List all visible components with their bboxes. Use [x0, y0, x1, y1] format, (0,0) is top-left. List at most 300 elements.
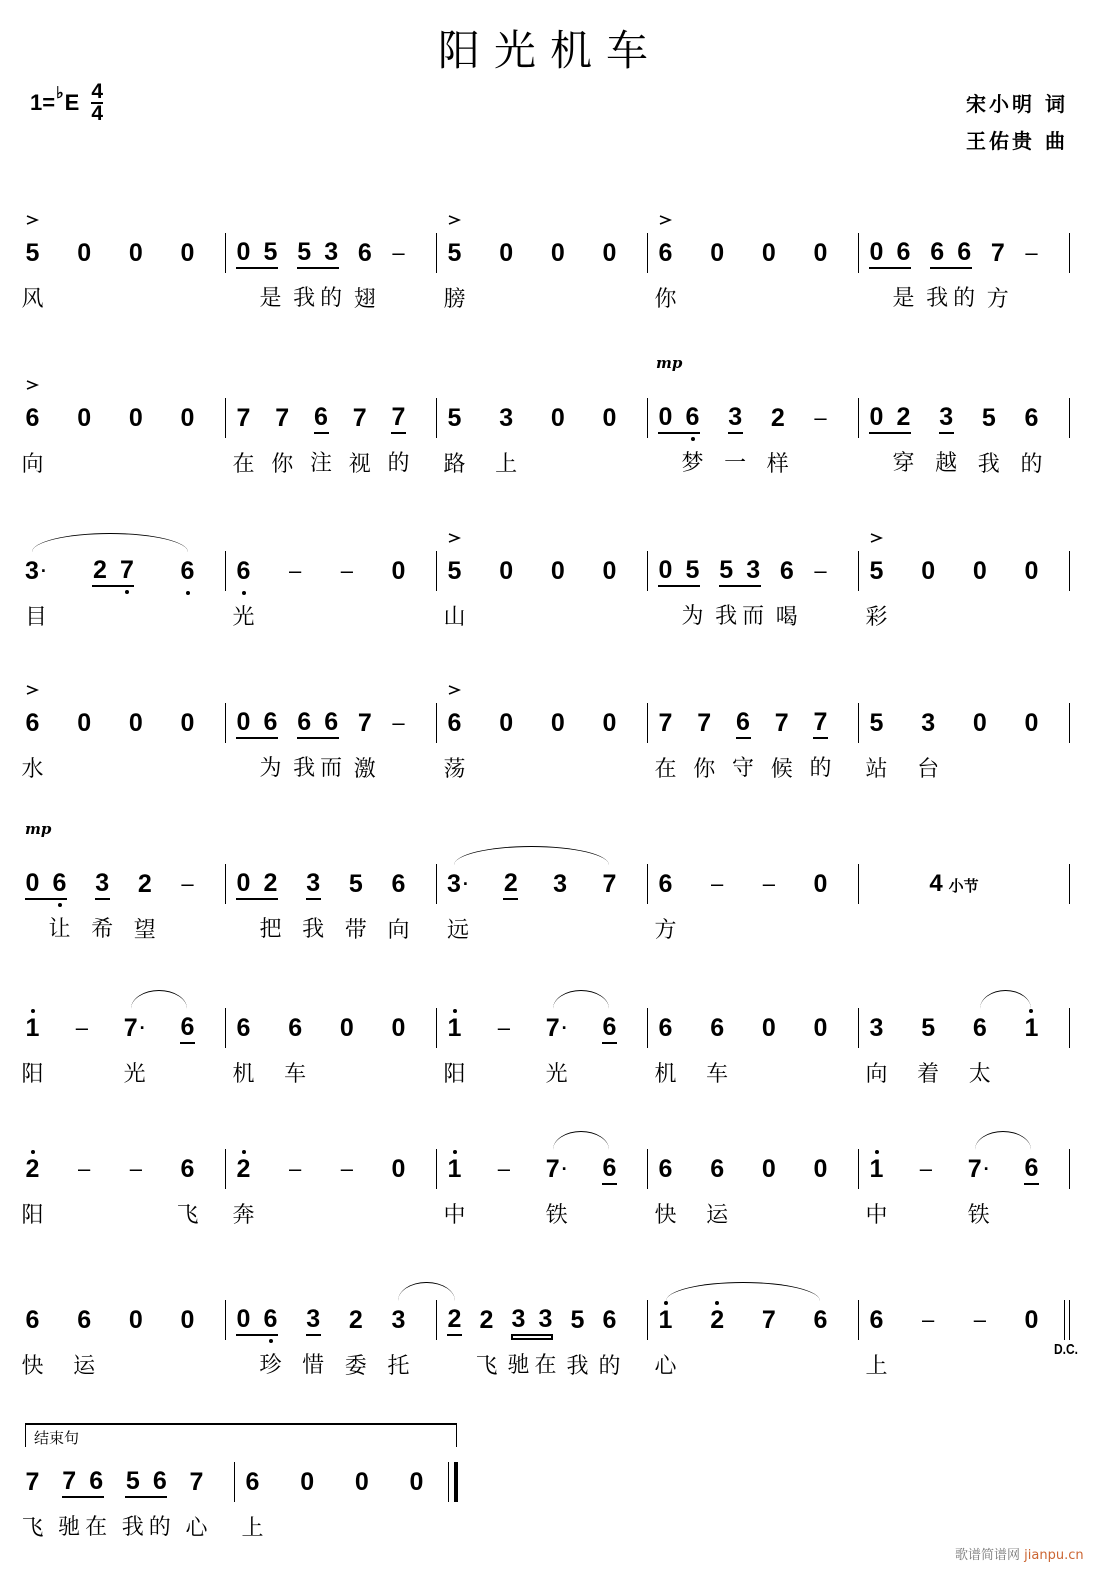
beam-group [302, 1304, 325, 1378]
note-digit: 2 [896, 402, 911, 431]
note-digit: 6 [1024, 1153, 1039, 1182]
note-digit: 6 [25, 708, 40, 737]
note-digit: 0 [602, 708, 617, 737]
beam-group [926, 237, 976, 311]
note [1024, 1013, 1039, 1043]
lyric: 穿 [892, 451, 915, 476]
measure [24, 551, 226, 630]
measure [648, 551, 859, 630]
beam-group [715, 555, 765, 629]
slur-arc [131, 990, 188, 1009]
accent-icon [447, 522, 461, 534]
note-digit: 7 [990, 238, 1005, 267]
note-digit: 0 [550, 238, 565, 267]
lyric: 托 [387, 1354, 410, 1379]
note-digit: 0 [77, 708, 92, 737]
high-octave-dot-icon [453, 1009, 457, 1013]
sustain-dash [391, 238, 406, 268]
note [302, 1304, 325, 1378]
note [499, 556, 514, 586]
note [443, 1013, 466, 1087]
note-digit: 0 [813, 869, 828, 898]
note-digit: 7 [545, 1154, 560, 1183]
low-octave-dot-icon [269, 1339, 273, 1343]
low-octave-dot-icon [186, 591, 190, 595]
note [320, 237, 343, 311]
note-digit: 0 [869, 402, 884, 431]
measure [437, 703, 648, 782]
note-digit: 0 [972, 556, 987, 585]
accent-icon [447, 204, 461, 216]
note [869, 402, 884, 432]
high-octave-dot-icon [242, 1150, 246, 1154]
lyric: 机 [232, 1062, 255, 1087]
note [503, 868, 518, 898]
note [766, 403, 789, 477]
note-digit: 0 [499, 556, 514, 585]
note [176, 1154, 199, 1228]
note [545, 1013, 568, 1087]
measure [21, 703, 226, 782]
measure [437, 1008, 648, 1087]
augmentation-dot: · [561, 1017, 568, 1038]
note-digit: 6 [896, 237, 911, 266]
note-digit: 2 [447, 1304, 462, 1333]
note-digit: 6 [658, 869, 673, 898]
note [354, 1467, 369, 1497]
measure [226, 398, 437, 477]
sustain-dash [391, 708, 406, 738]
low-octave-dot-icon [691, 437, 695, 441]
note [499, 238, 514, 268]
measure [235, 1462, 458, 1541]
beam-group [236, 707, 282, 781]
note [809, 707, 832, 781]
lyric: 膀 [443, 287, 466, 312]
note [21, 708, 44, 782]
note [77, 403, 92, 433]
staff-row [21, 703, 1070, 782]
high-octave-dot-icon [715, 1301, 719, 1305]
note-digit: 0 [77, 403, 92, 432]
lyric: 在 [232, 452, 255, 477]
sustain-dash [972, 1305, 987, 1335]
note [92, 555, 107, 585]
note [25, 868, 40, 898]
note [293, 237, 316, 311]
note-digit: 0 [602, 403, 617, 432]
note-digit: 0 [602, 556, 617, 585]
note [926, 237, 949, 311]
note-digit: 6 [779, 556, 794, 585]
lyric: 我 [566, 1354, 589, 1379]
measure [859, 1149, 1070, 1228]
note [602, 556, 617, 586]
note [813, 1013, 828, 1043]
sustain-dash [1024, 238, 1039, 268]
lyric: 阳 [21, 1062, 44, 1087]
lyric: 珍 [259, 1353, 282, 1378]
note [507, 1304, 530, 1378]
augmentation-dot: · [462, 873, 469, 894]
note-digit: 0 [550, 556, 565, 585]
sustain-dash [74, 1013, 89, 1043]
note [447, 1304, 462, 1334]
measure [859, 551, 1070, 630]
note-digit: 7 [813, 707, 828, 736]
dash-glyph: – [497, 1156, 510, 1181]
measure [437, 398, 648, 477]
note-digit: 6 [813, 1305, 828, 1334]
note-digit: 2 [348, 1305, 363, 1334]
note-digit: 6 [972, 1013, 987, 1042]
lyric: 方 [986, 287, 1009, 312]
note-digit: 5 [263, 237, 278, 266]
key-prefix: 1= [30, 90, 56, 115]
lyric: 光 [123, 1062, 146, 1087]
note-digit: 3 [324, 237, 339, 266]
note [550, 708, 565, 738]
lyric: 铁 [545, 1203, 568, 1228]
note-digit: 6 [357, 238, 372, 267]
note [654, 708, 677, 782]
dash-glyph: – [75, 1015, 88, 1040]
song-title: 阳光机车 [437, 26, 662, 75]
note [320, 707, 343, 781]
note-digit: 0 [813, 238, 828, 267]
lyricist-credit: 宋小明 词 [966, 92, 1068, 116]
note-digit: 0 [1024, 708, 1039, 737]
note-digit: 5 [685, 555, 700, 584]
dash-glyph: – [814, 405, 827, 430]
note [892, 402, 915, 476]
sustain-dash [339, 1154, 354, 1184]
note-digit: 7 [123, 1013, 138, 1042]
note [232, 1013, 255, 1087]
note-digit: 0 [180, 403, 195, 432]
note [602, 238, 617, 268]
lyric: 上 [495, 452, 518, 477]
dash-glyph: – [392, 240, 405, 265]
dash-glyph: – [1025, 240, 1038, 265]
note-digit: 0 [921, 556, 936, 585]
note [654, 1154, 677, 1228]
beam-group [503, 868, 518, 900]
high-octave-dot-icon [453, 1150, 457, 1154]
note-digit: 1 [658, 1305, 673, 1334]
lyric: 我 [302, 917, 325, 942]
note [180, 238, 195, 268]
dash-glyph: – [497, 1015, 510, 1040]
note-digit: 0 [761, 238, 776, 267]
lyric: 激 [353, 757, 376, 782]
note-digit: 7 [761, 1305, 776, 1334]
note [654, 238, 677, 312]
lyric: 着 [917, 1062, 940, 1087]
note [180, 403, 195, 433]
note [293, 707, 316, 781]
lyric: 惜 [302, 1353, 325, 1378]
measure [21, 1300, 226, 1379]
accent-icon [658, 204, 672, 216]
key-signature [30, 82, 103, 124]
note [598, 1305, 621, 1379]
note [917, 708, 940, 782]
beam-group [121, 1466, 171, 1540]
lyric: 的 [953, 286, 976, 311]
sustain-dash [813, 556, 828, 586]
note [1024, 708, 1039, 738]
note [443, 403, 466, 477]
note [658, 555, 673, 585]
note-digit: 0 [128, 1305, 143, 1334]
note [259, 237, 282, 311]
staff-row [21, 233, 1070, 312]
note-digit: 1 [1024, 1013, 1039, 1042]
lyric: 中 [865, 1203, 888, 1228]
note-digit: 3 [939, 402, 954, 431]
lyric: 向 [21, 452, 44, 477]
note [499, 708, 514, 738]
note-digit: 6 [288, 1013, 303, 1042]
note-digit: 5 [570, 1305, 585, 1334]
rest-bars-count: 4 [929, 870, 943, 897]
beam-group [658, 402, 704, 476]
note [654, 869, 677, 943]
lyric: 在 [534, 1353, 557, 1378]
note [123, 1013, 146, 1087]
composer-credit: 王佑贵 曲 [966, 129, 1068, 153]
beam-group [293, 707, 343, 781]
note-digit: 0 [813, 1154, 828, 1183]
note-digit: 0 [236, 1304, 251, 1333]
note [968, 1013, 991, 1087]
note [73, 1305, 96, 1379]
lyric: 运 [73, 1354, 96, 1379]
note-digit: 6 [710, 1154, 725, 1183]
note [654, 1013, 677, 1087]
note-digit: 3 [538, 1304, 553, 1333]
beam-group [731, 707, 755, 781]
measure [437, 1300, 648, 1379]
note [391, 1013, 406, 1043]
lyric: 彩 [865, 605, 888, 630]
accent-icon [25, 369, 39, 381]
note-digit: 5 [125, 1466, 140, 1495]
lyric: 我 [977, 452, 1000, 477]
lyric: 目 [24, 605, 47, 630]
lyric: 在 [654, 757, 677, 782]
note-digit: 0 [77, 238, 92, 267]
note-digit: 6 [447, 708, 462, 737]
note-digit: 7 [120, 555, 134, 584]
note [24, 556, 47, 630]
lyric: 上 [865, 1354, 888, 1379]
note-digit: 0 [391, 1154, 406, 1183]
note-digit: 2 [236, 1154, 251, 1183]
sustain-dash [918, 1154, 933, 1184]
lyric: 我 [293, 756, 316, 781]
note [761, 1013, 776, 1043]
slur-arc [975, 1131, 1032, 1150]
lyric: 越 [935, 451, 958, 476]
lyric: 视 [348, 452, 371, 477]
note [387, 1305, 410, 1379]
note [986, 238, 1009, 312]
augmentation-dot: · [139, 1017, 146, 1038]
note [119, 555, 134, 585]
note [133, 869, 156, 943]
note-digit: 6 [236, 556, 251, 585]
note [85, 1466, 108, 1540]
note [715, 555, 738, 629]
dash-glyph: – [289, 558, 302, 583]
lyric: 望 [133, 918, 156, 943]
note [21, 238, 44, 312]
measure [648, 864, 859, 943]
note [972, 708, 987, 738]
lyric: 心 [654, 1354, 677, 1379]
note [475, 1305, 498, 1379]
note-digit: 7 [658, 708, 673, 737]
beam-group [724, 402, 747, 476]
beam-group [602, 1153, 617, 1185]
sustain-dash [288, 556, 303, 586]
dash-glyph: – [919, 1156, 932, 1181]
note [344, 869, 367, 943]
lyric: 风 [21, 287, 44, 312]
sustain-dash [921, 1305, 936, 1335]
note [602, 403, 617, 433]
measure [21, 1008, 226, 1087]
note [724, 402, 747, 476]
note-digit: 0 [710, 238, 725, 267]
dash-glyph: – [922, 1307, 935, 1332]
note [602, 1153, 617, 1183]
note-digit: 2 [770, 403, 785, 432]
note-digit: 0 [339, 1013, 354, 1042]
high-octave-dot-icon [875, 1150, 879, 1154]
note [1024, 1305, 1039, 1335]
lyric: 让 [48, 917, 71, 942]
note-digit: 0 [761, 1154, 776, 1183]
watermark [955, 1544, 1084, 1563]
note [1024, 556, 1039, 586]
lyric: 的 [598, 1354, 621, 1379]
staff-row [21, 354, 1070, 477]
note-digit: 7 [189, 1467, 204, 1496]
lyric: 为 [259, 756, 282, 781]
sustain-dash [496, 1013, 511, 1043]
lyric: 水 [21, 757, 44, 782]
staff-row [24, 551, 1070, 630]
note [681, 402, 704, 476]
note [21, 1154, 44, 1228]
note-digit: 5 [981, 403, 996, 432]
note-digit: 3 [25, 556, 39, 585]
note [710, 1305, 725, 1335]
note-digit: 6 [152, 1466, 167, 1495]
note-digit: 5 [25, 238, 40, 267]
note-digit: 2 [25, 1154, 40, 1183]
beam-group [658, 555, 704, 629]
note [128, 708, 143, 738]
note [654, 1305, 677, 1379]
dc-marking: D.C. [1054, 1341, 1078, 1358]
lyric: 的 [387, 451, 410, 476]
note-digit: 0 [180, 708, 195, 737]
note-digit: 3 [728, 402, 743, 431]
note-digit: 0 [236, 707, 251, 736]
measure [437, 1149, 648, 1228]
measure [25, 820, 226, 943]
dash-glyph: – [392, 710, 405, 735]
lyric: 快 [654, 1203, 677, 1228]
note [550, 403, 565, 433]
note-digit: 5 [869, 556, 884, 585]
note-digit: 6 [869, 1305, 884, 1334]
note-digit: 0 [236, 868, 251, 897]
lyric: 我 [293, 286, 316, 311]
note-digit: 5 [348, 869, 363, 898]
note [731, 707, 755, 781]
slur-arc [398, 1282, 454, 1301]
note-digit: 7 [352, 403, 367, 432]
staff-row [25, 820, 1070, 943]
note [21, 403, 44, 477]
lyric: 站 [865, 757, 888, 782]
lyric: 你 [271, 452, 294, 477]
high-octave-dot-icon [31, 1150, 35, 1154]
note-digit: 0 [409, 1467, 424, 1496]
note-digit: 1 [25, 1013, 40, 1042]
note [892, 237, 915, 311]
note [1024, 1153, 1039, 1183]
note-digit: 6 [263, 1304, 278, 1333]
lyric: 快 [21, 1354, 44, 1379]
note-digit: 0 [499, 708, 514, 737]
measure [21, 233, 226, 312]
note [761, 1305, 776, 1335]
note-digit: 3 [869, 1013, 884, 1042]
note-digit: 0 [128, 403, 143, 432]
lyric: 而 [320, 756, 343, 781]
watermark-cn: 歌谱简谱网 [955, 1548, 1021, 1563]
sustain-dash [496, 1154, 511, 1184]
measure [437, 864, 648, 943]
note-digit: 7 [545, 1013, 560, 1042]
note-digit: 1 [447, 1013, 462, 1042]
note-digit: 0 [1024, 556, 1039, 585]
note-digit: 6 [77, 1305, 92, 1334]
lyric: 样 [766, 452, 789, 477]
note [236, 707, 251, 737]
flat-icon: ♭ [56, 85, 64, 102]
beam-group [236, 868, 282, 942]
high-octave-dot-icon [1029, 1009, 1033, 1013]
note-digit: 6 [297, 707, 312, 736]
note-digit: 5 [869, 708, 884, 737]
lyric: 为 [681, 604, 704, 629]
note-digit: 5 [719, 555, 734, 584]
note-digit: 6 [930, 237, 945, 266]
lyric: 机 [654, 1062, 677, 1087]
note [353, 708, 376, 782]
note [185, 1467, 208, 1541]
measure [226, 1149, 437, 1228]
measure [226, 703, 437, 782]
note-digit: 3 [95, 868, 110, 897]
